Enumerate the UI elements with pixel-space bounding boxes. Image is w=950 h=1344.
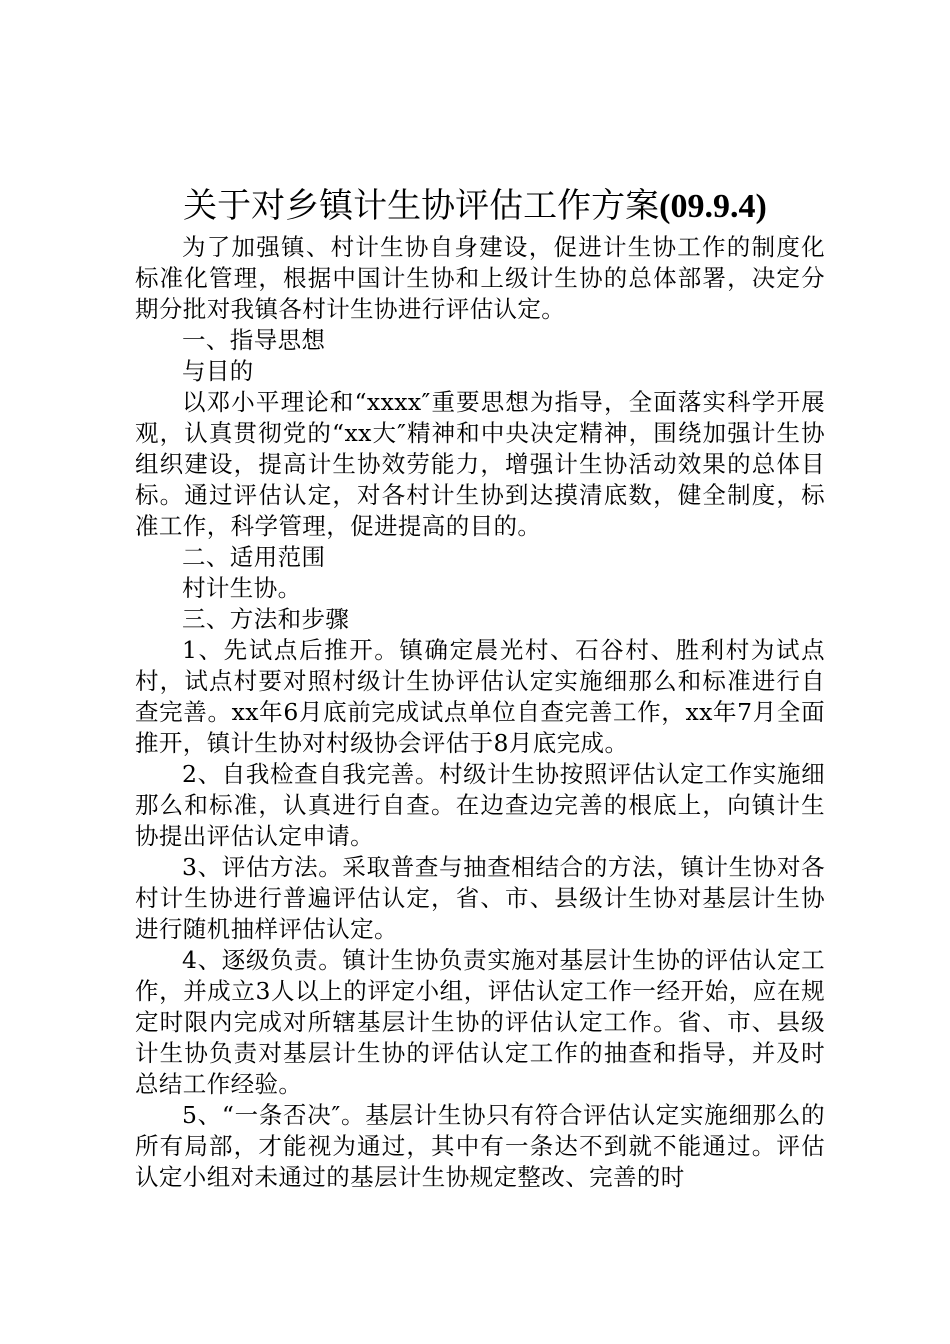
paragraph-step-2: 2、自我检查自我完善。村级计生协按照评估认定工作实施细那么和标准，认真进行自查。在边查边完善的根底上，向镇计生协提出评估认定申请。: [135, 760, 825, 850]
document-body: [135, 232, 825, 1193]
paragraph-step-1: 1、先试点后推开。镇确定晨光村、石谷村、胜利村为试点村，试点村要对照村级计生协评估认定实施细那么和标准进行自查完善。xx年6月底前完成试点单位自查完善工作，xx年7月全面推开，镇计生协对村级协会评估于8月底完成。: [135, 636, 825, 757]
heading-scope: 二、适用范围: [182, 543, 326, 571]
paragraph-step-3: 3、评估方法。采取普查与抽查相结合的方法，镇计生协对各村计生协进行普遍评估认定，省、市、县级计生协对基层计生协进行随机抽样评估认定。: [135, 853, 825, 943]
heading-guiding-thought: 一、指导思想: [182, 326, 326, 354]
paragraph-step-4: 4、逐级负责。镇计生协负责实施对基层计生协的评估认定工作，并成立3人以上的评定小组，评估认定工作一经开始，应在规定时限内完成对所辖基层计生协的评估认定工作。省、市、县级计生协负责对基层计生协的评估认定工作的抽查和指导，并及时总结工作经验。: [135, 946, 825, 1098]
heading-methods: 三、方法和步骤: [182, 605, 350, 633]
paragraph-step-5: 5、“一条否决″。基层计生协只有符合评估认定实施细那么的所有局部，才能视为通过，其中有一条达不到就不能通过。评估认定小组对未通过的基层计生协规定整改、完善的时: [135, 1101, 825, 1191]
paragraph-scope: 村计生协。: [182, 574, 302, 602]
document-title: [0, 180, 950, 233]
paragraph-guiding: 以邓小平理论和“xxxx″重要思想为指导，全面落实科学开展观，认真贯彻党的“xx大″精神和中央决定精神，围绕加强计生协组织建设，提高计生协效劳能力，增强计生协活动效果的总体目标。通过评估认定，对各村计生协到达摸清底数，健全制度，标准工作，科学管理，促进提高的目的。: [135, 388, 825, 540]
title-date: (09.9.4): [659, 188, 767, 225]
paragraph-intro: 为了加强镇、村计生协自身建设，促进计生协工作的制度化标准化管理，根据中国计生协和上级计生协的总体部署，决定分期分批对我镇各村计生协进行评估认定。: [135, 233, 825, 323]
title-main: 关于对乡镇计生协评估工作方案: [183, 186, 660, 226]
heading-purpose: 与目的: [182, 357, 254, 385]
